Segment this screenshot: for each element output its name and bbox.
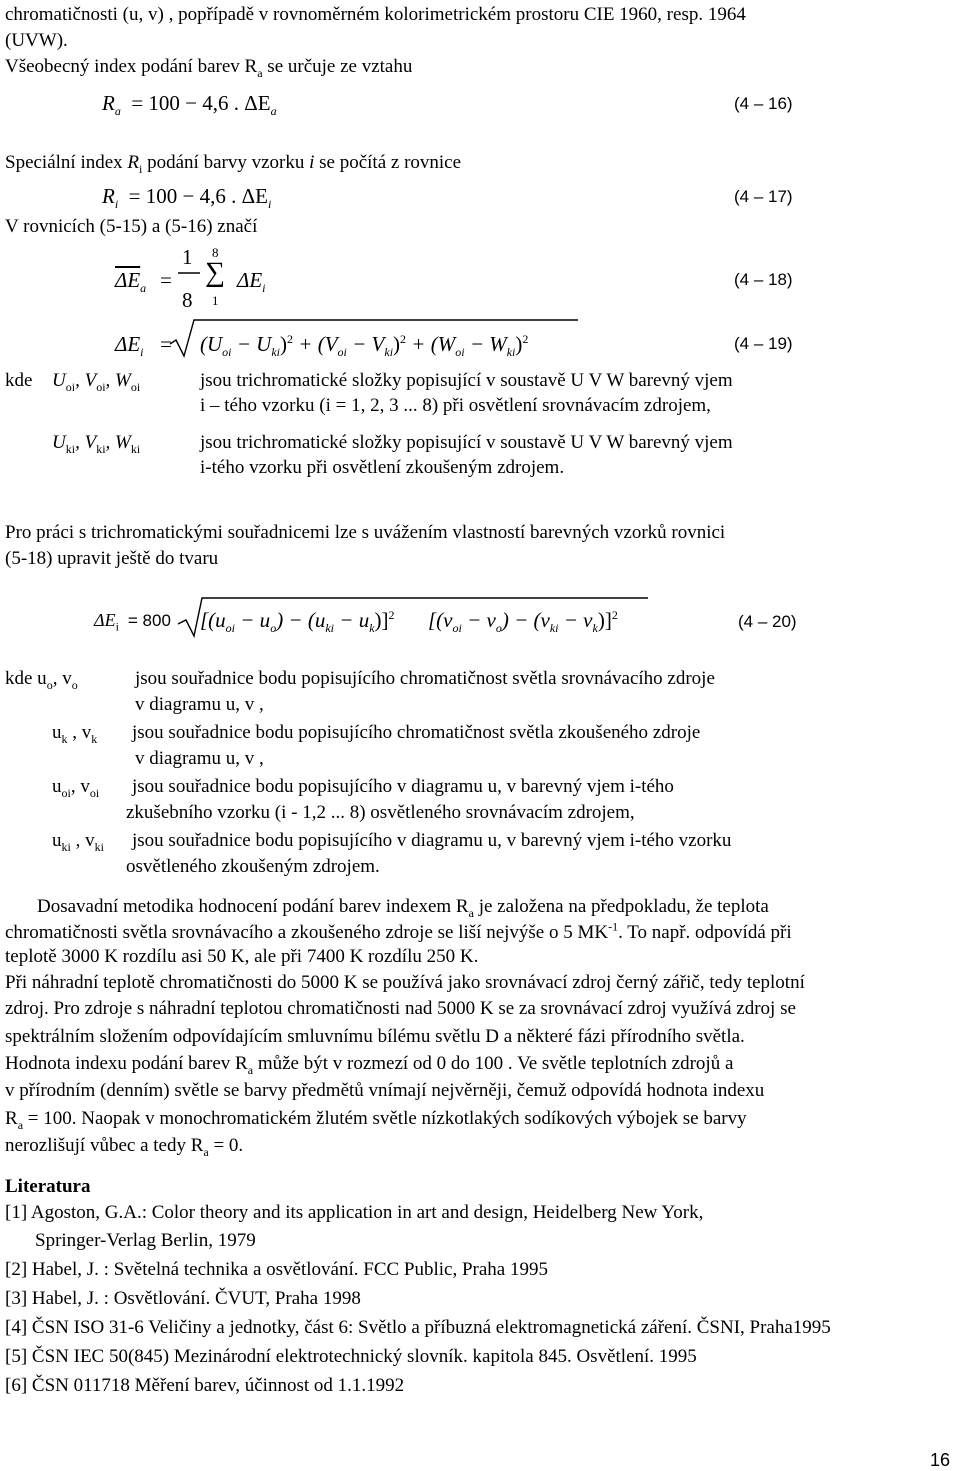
sum-upper-limit: 8 xyxy=(212,245,219,260)
sum-lower-limit: 1 xyxy=(212,293,219,308)
fraction-denominator: 8 xyxy=(182,288,193,312)
para-line-3: teplotě 3000 K rozdílu asi 50 K, ale při 7400 K rozdílu 250 K. xyxy=(5,946,479,967)
ref-4: [4] ČSN ISO 31-6 Veličiny a jednotky, část 6: Světlo a příbuzná elektromagnetická záření. ČSNI, Praha1995 xyxy=(5,1317,831,1338)
def-1-desc-1: jsou souřadnice bodu popisujícího chromatičnost světla srovnávacího zdroje xyxy=(135,668,715,689)
def-2-desc-1: jsou souřadnice bodu popisujícího chromatičnost světla zkoušeného zdroje xyxy=(132,722,701,743)
literatura-heading: Literatura xyxy=(5,1176,91,1197)
equation-4-16: $R_a = 100 - 4,6$ . $\Delta E_a$ xyxy=(102,91,277,119)
def-3-vars: $u_{oi}$, $v_{oi}$ xyxy=(52,776,100,800)
equation-4-18-term: $\Delta E_i$ xyxy=(237,268,266,296)
equation-number-4-20: (4 – 20) xyxy=(738,612,797,631)
kde2-desc-2: i-tého vzorku při osvětlení zkoušeným zdrojem. xyxy=(200,457,565,478)
vrovnicich-line: V rovnicích (5-15) a (5-16) značí xyxy=(5,216,258,237)
para-line-5: zdroj. Pro zdroje s náhradní teplotou chromatičnosti nad 5000 K se za srovnávací zdroj využívá zdroj se xyxy=(5,998,796,1019)
kde2-vars: $U_{ki}$, $V_{ki}$, $W_{ki}$ xyxy=(52,432,141,456)
def-2-vars: $u_k$ , $v_k$ xyxy=(52,722,98,746)
def-3-desc-1: jsou souřadnice bodu popisujícího v diagramu u, v barevný vjem i-tého xyxy=(132,776,674,797)
para-line-8: v přírodním (denním) světle se barvy předmětů vnímají nejvěrněji, čemuž odpovídá hodnota indexu xyxy=(5,1080,765,1101)
equation-number-4-19: (4 – 19) xyxy=(734,334,793,353)
para-line-10: nerozlišují vůbec a tedy $R_a = 0$. xyxy=(5,1135,244,1159)
para-line-1: Dosavadní metodika hodnocení podání barev indexem $R_a$ je založena na předpokladu, že teplota xyxy=(37,896,769,920)
kde2-desc-1: jsou trichromatické složky popisující v soustavě U V W barevný vjem xyxy=(200,432,733,453)
fraction-numerator: 1 xyxy=(182,245,193,269)
equation-4-19-lhs: $\Delta E_i$ xyxy=(115,332,144,360)
equation-4-20-u-term: $[(u_{oi} - u_o) - (u_{ki} - u_k)]^2$ xyxy=(200,608,395,636)
equation-number-4-18: (4 – 18) xyxy=(734,270,793,289)
kde-label: kde xyxy=(5,370,33,391)
equation-number-4-17: (4 – 17) xyxy=(734,187,793,206)
para-line-6: spektrálním složením odpovídajícím smluvnímu bílému světlu D a některé fázi přírodního světla. xyxy=(5,1026,745,1047)
kde1-desc-1: jsou trichromatické složky popisující v soustavě U V W barevný vjem xyxy=(200,370,733,391)
ref-5: [5] ČSN IEC 50(845) Mezinárodní elektrotechnický slovník. kapitola 845. Osvětlení. 1995 xyxy=(5,1346,697,1367)
intro-line-1: chromatičnosti (u, v) , popřípadě v rovnoměrném kolorimetrickém prostoru CIE 1960, resp. 1964 xyxy=(5,4,746,25)
page-number: 16 xyxy=(930,1450,951,1470)
equation-4-19-body: $(U_{oi} - U_{ki})^2 + (V_{oi} - V_{ki})^2 + (W_{oi} - W_{ki})^2$ xyxy=(200,332,529,360)
intro-line-3: Všeobecný index podání barev $R_a$ se určuje ze vztahu xyxy=(5,56,413,80)
pro-line-1: Pro práci s trichromatickými souřadnicemi lze s uvážením vlastností barevných vzorků rovnici xyxy=(5,522,726,543)
equation-4-20-lhs: $\Delta E_i = 800$ xyxy=(94,610,171,634)
def-4-desc-2: osvětleného zkoušeným zdrojem. xyxy=(126,856,380,877)
equation-4-19-equals: = xyxy=(160,332,172,356)
para-line-4: Při náhradní teplotě chromatičnosti do 5000 K se používá jako srovnávací zdroj černý zářič, tedy teplotní xyxy=(5,972,805,993)
def-4-vars: $u_{ki}$ , $v_{ki}$ xyxy=(52,830,104,854)
equation-4-20-v-term: $[(v_{oi} - v_o) - (v_{ki} - v_k)]^2$ xyxy=(428,608,618,636)
ref-1-cont: Springer-Verlag Berlin, 1979 xyxy=(35,1230,256,1251)
kde1-desc-2: i – tého vzorku (i = 1, 2, 3 ... 8) při osvětlení srovnávacím zdrojem, xyxy=(200,395,711,416)
kde1-vars: $U_{oi}$, $V_{oi}$, $W_{oi}$ xyxy=(52,370,141,394)
para-line-9: $R_a = 100$. Naopak v monochromatickém žlutém světle nízkotlakých sodíkových výbojek se barvy xyxy=(5,1108,747,1132)
ref-1: [1] Agoston, G.A.: Color theory and its application in art and design, Heidelberg New York, xyxy=(5,1202,704,1223)
def-4-desc-1: jsou souřadnice bodu popisujícího v diagramu u, v barevný vjem i-tého vzorku xyxy=(132,830,732,851)
ref-3: [3] Habel, J. : Osvětlování. ČVUT, Praha 1998 xyxy=(5,1288,361,1309)
ref-2: [2] Habel, J. : Světelná technika a osvětlování. FCC Public, Praha 1995 xyxy=(5,1259,548,1280)
para-line-2: chromatičnosti světla srovnávacího a zkoušeného zdroje se liší nejvýše o 5 $MK^{-1}$. To např. odpovídá při xyxy=(5,919,792,943)
radical-sign-4-19 xyxy=(170,320,578,360)
equation-4-18-lhs: $\overline{\Delta E}_a$ xyxy=(115,268,147,296)
equation-4-18-equals: = xyxy=(160,268,172,292)
special-index-line: Speciální index $R_i$ podání barvy vzorku i se počítá z rovnice xyxy=(5,152,462,176)
ref-6: [6] ČSN 011718 Měření barev, účinnost od 1.1.1992 xyxy=(5,1375,405,1396)
pro-line-2: (5-18) upravit ještě do tvaru xyxy=(5,548,219,569)
sum-icon: ∑ xyxy=(205,257,225,288)
def-3-desc-2: zkušebního vzorku (i - 1,2 ... 8) osvětleného srovnávacím zdrojem, xyxy=(126,802,635,823)
intro-line-2: (UVW). xyxy=(5,30,68,51)
para-line-7: Hodnota indexu podání barev $R_a$ může být v rozmezí od 0 do 100 . Ve světle teplotních zdrojů a xyxy=(5,1053,734,1077)
def-1-vars: kde $u_o$, $v_o$ xyxy=(5,668,78,692)
def-2-desc-2: v diagramu u, v , xyxy=(135,748,264,769)
radical-sign-4-20 xyxy=(178,598,648,636)
equation-4-17: $R_i = 100 - 4,6$ . $\Delta E_i$ xyxy=(102,184,272,212)
def-1-desc-2: v diagramu u, v , xyxy=(135,694,264,715)
equation-number-4-16: (4 – 16) xyxy=(734,94,793,113)
